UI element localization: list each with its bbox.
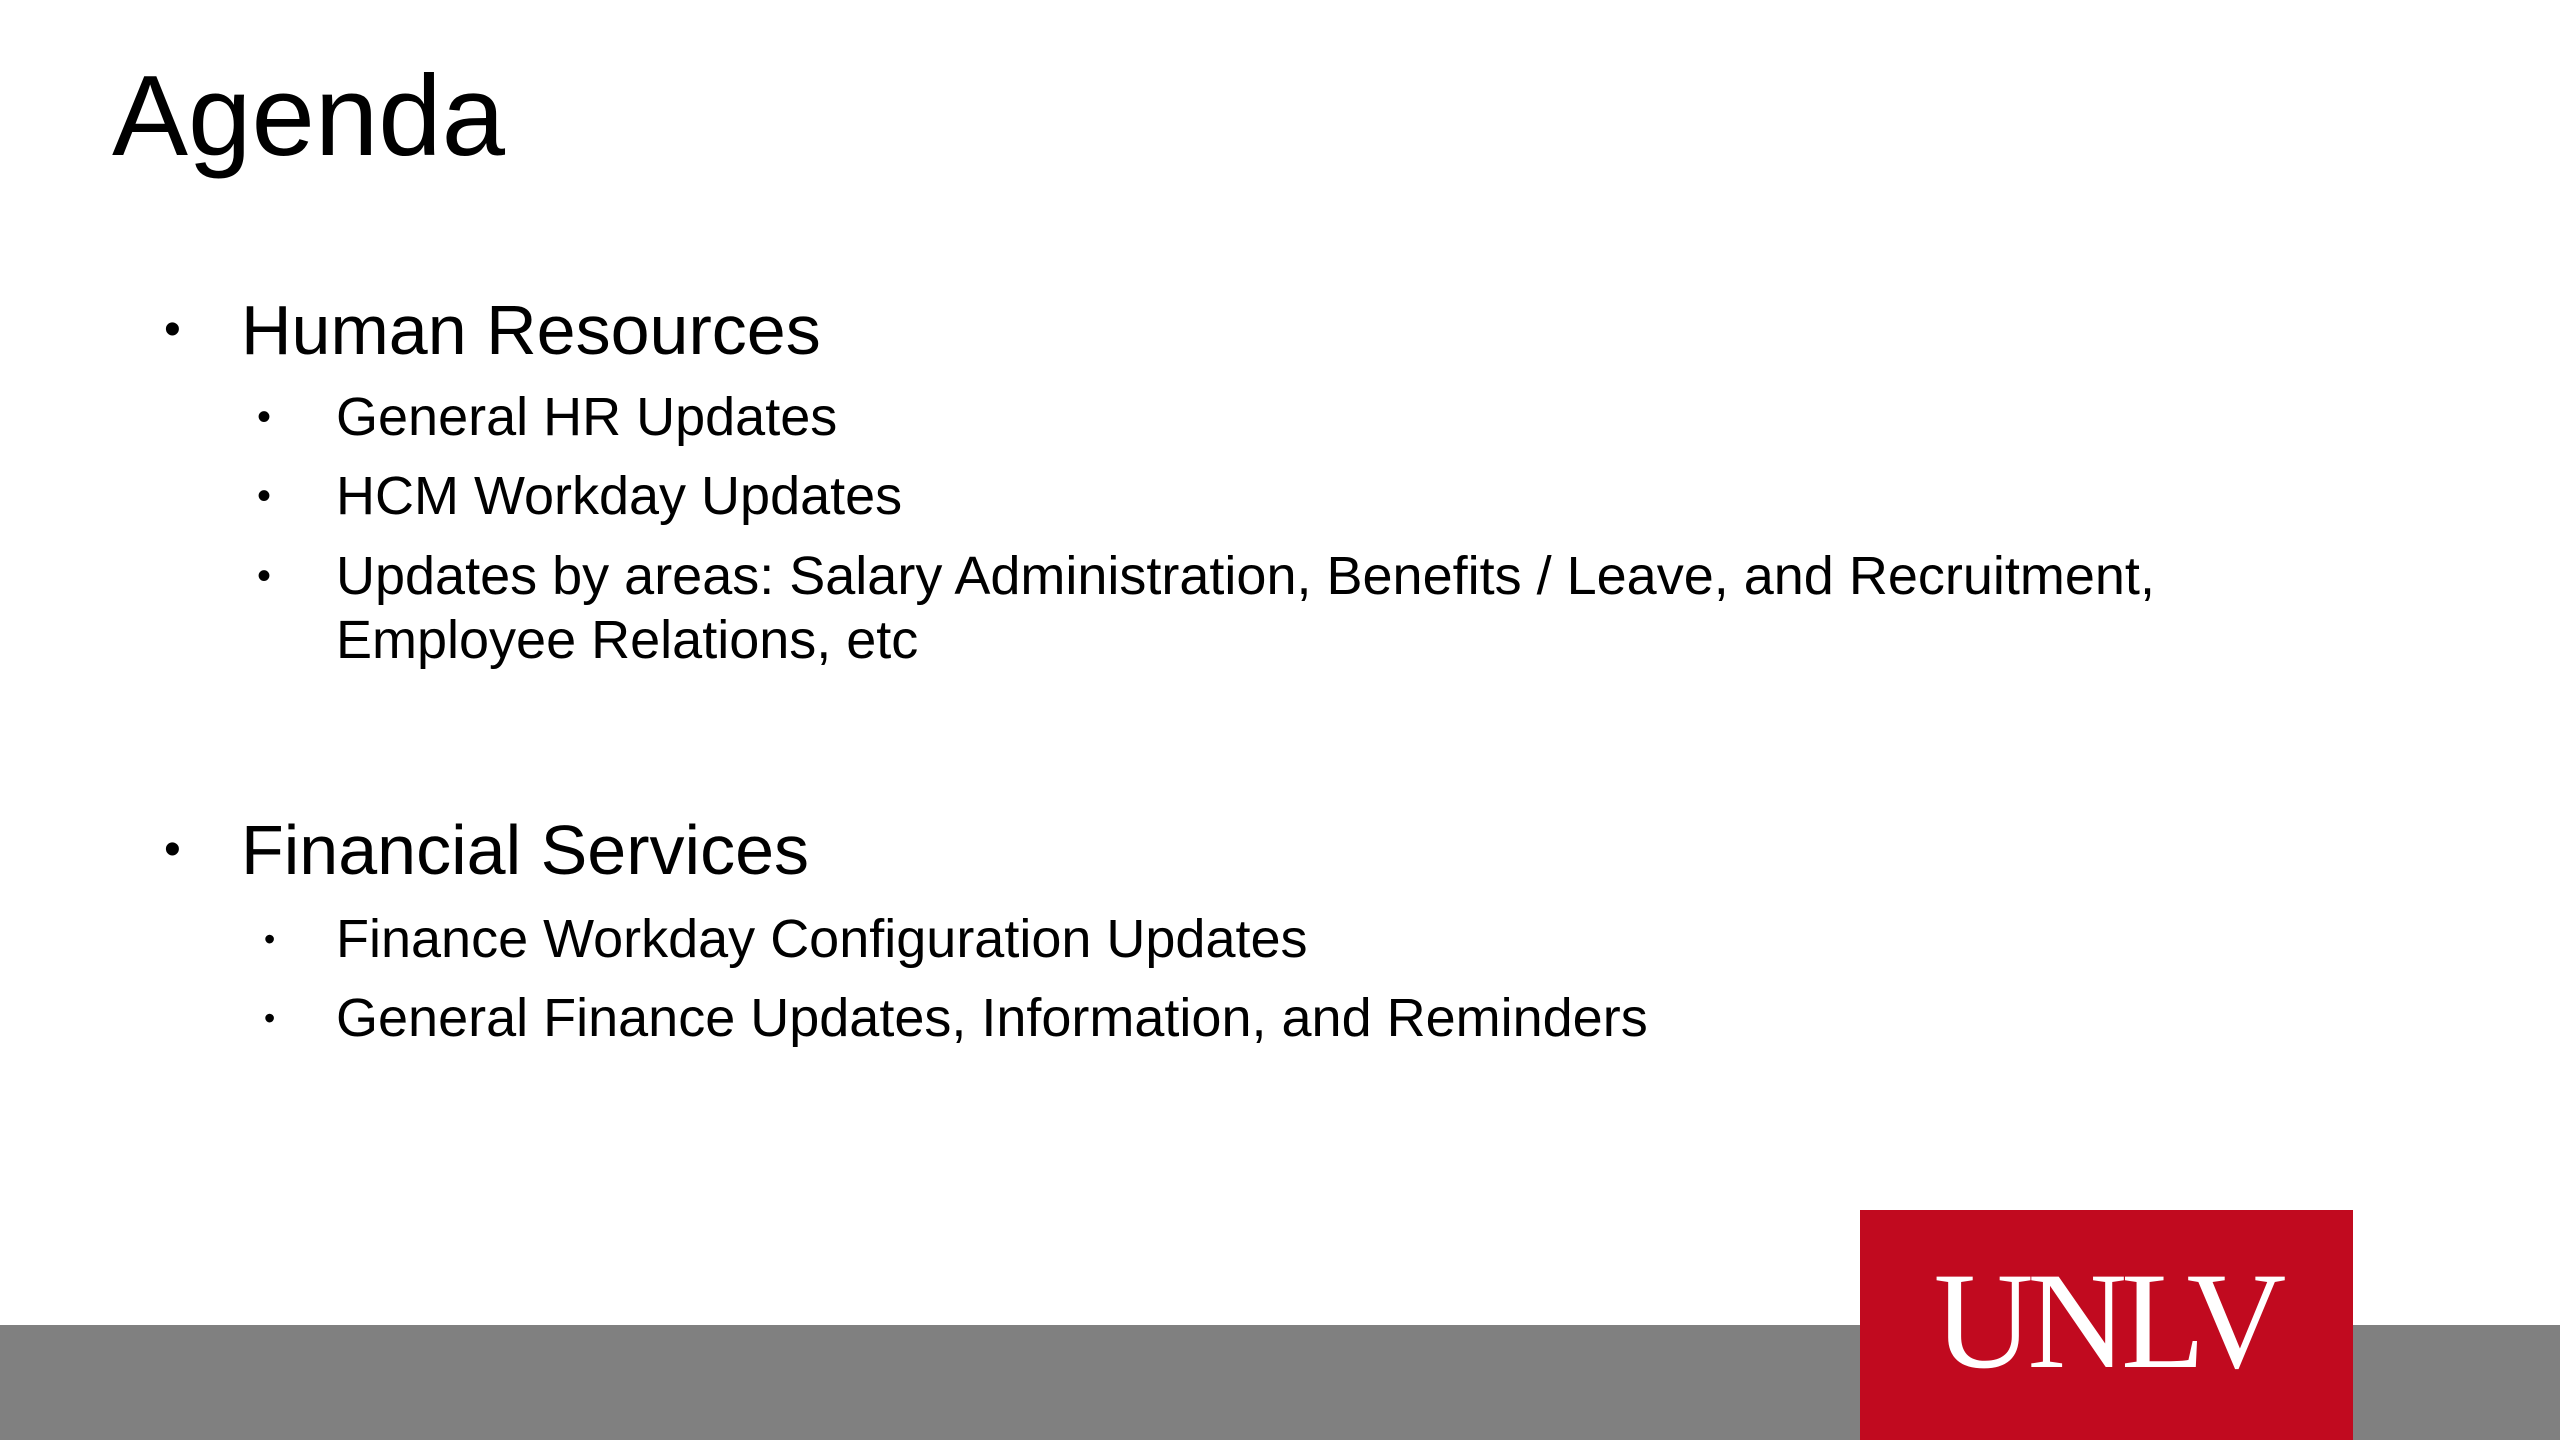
list-item-text: General Finance Updates, Information, and Reminders [336,988,1648,1048]
bullet-icon: • [164,303,181,356]
list-item-text: General HR Updates [336,387,838,447]
bullet-icon: • [264,1000,276,1036]
list-item-text: HCM Workday Updates [336,466,903,526]
logo-text: UNLV [1933,1255,2280,1395]
slide-title: Agenda [112,53,506,180]
section-heading-text: Human Resources [241,291,821,369]
unlv-wordmark-icon [1907,1255,2307,1395]
section-heading-text: Financial Services [241,811,809,889]
bullet-icon: • [257,395,272,439]
list-item-text: Updates by areas: Salary Administration, Benefits / Leave, and Recruitment, Employee Relations, etc [336,546,2155,670]
unlv-logo [1860,1210,2353,1440]
list-item-text: Finance Workday Configuration Updates [336,909,1308,969]
bullet-icon: • [264,921,276,957]
bullet-icon: • [164,823,181,876]
bullet-icon: • [257,474,272,518]
bullet-icon: • [257,554,272,598]
